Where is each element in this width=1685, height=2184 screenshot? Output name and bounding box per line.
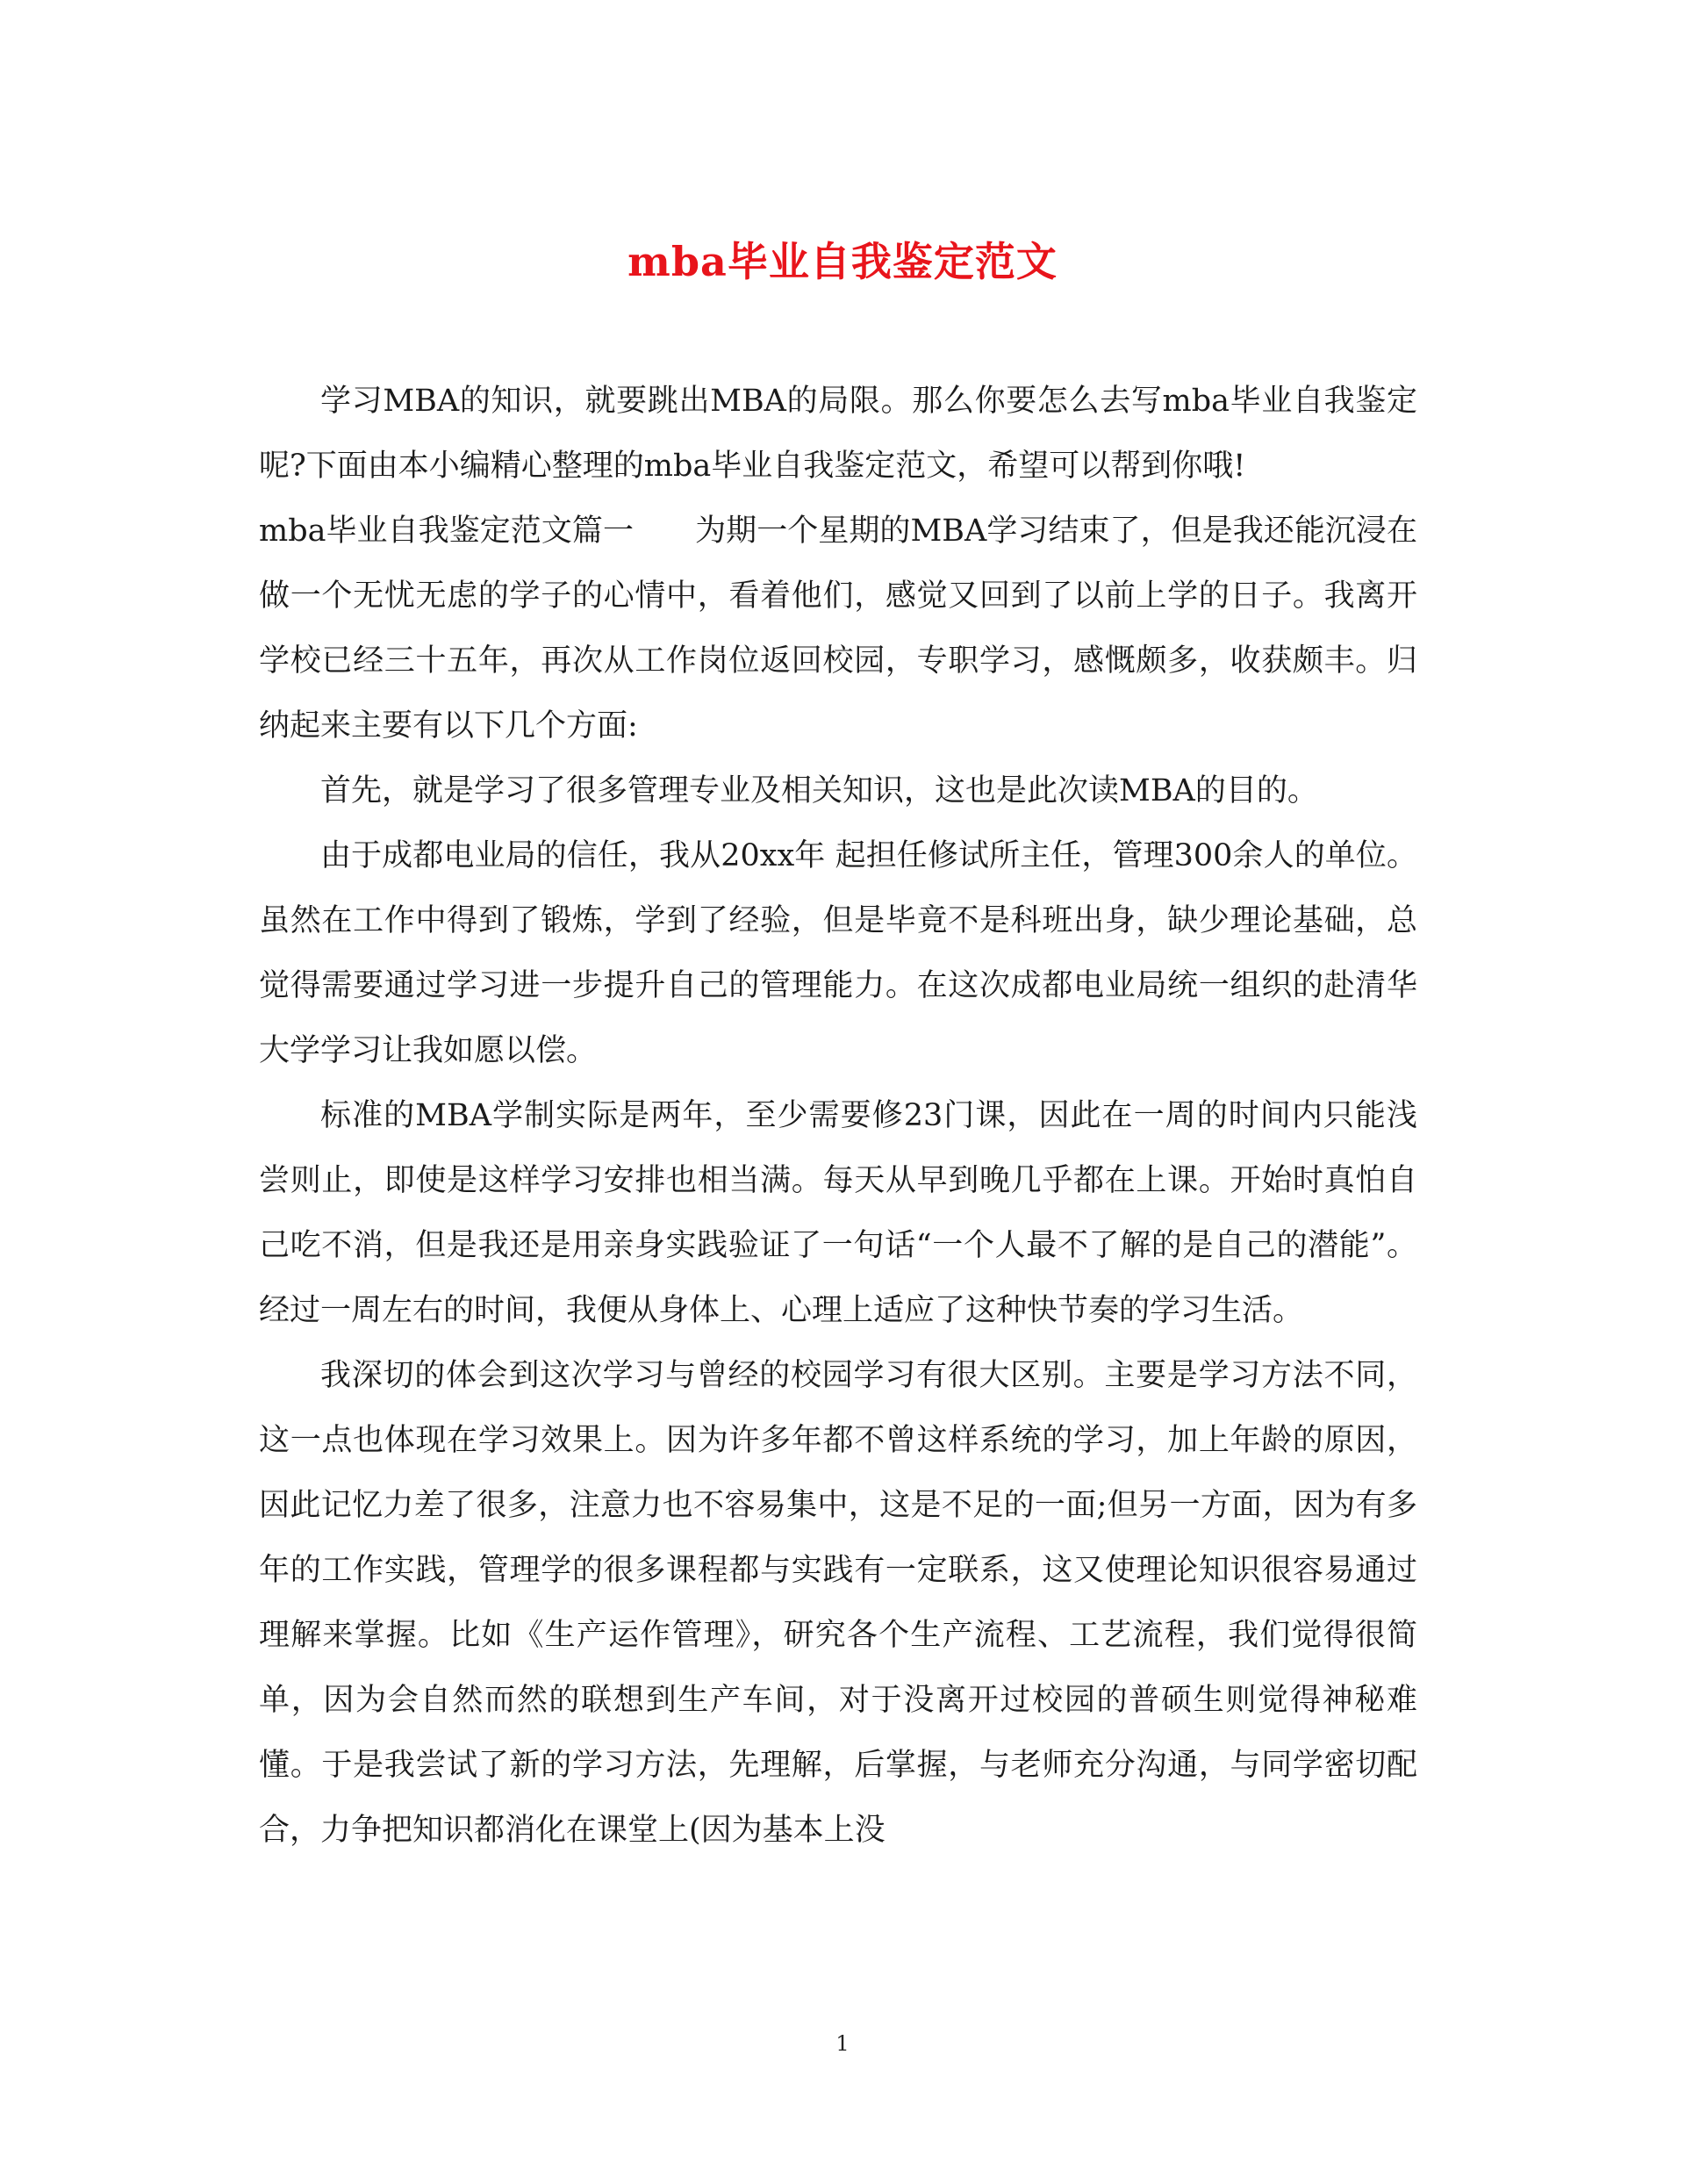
paragraph-study-schedule: 标准的MBA学制实际是两年，至少需要修23门课，因此在一周的时间内只能浅尝则止，即使是这样学习安排也相当满。每天从早到晚几乎都在上课。开始时真怕自己吃不消，但是我还是用亲身实践验证了一句话“一个人最不了解的是自己的潜能”。经过一周左右的时间，我便从身体上、心理上适应了这种快节奏的学习生活。 [259,1098,1417,1328]
paragraph-intro: 学习MBA的知识，就要跳出MBA的局限。那么你要怎么去写mba毕业自我鉴定呢?下面由本小编精心整理的mba毕业自我鉴定范文，希望可以帮到你哦! [259,384,1417,484]
page-number: 1 [835,2031,850,2056]
paragraph-study-method: 我深切的体会到这次学习与曾经的校园学习有很大区别。主要是学习方法不同，这一点也体现在学习效果上。因为许多年都不曾这样系统的学习，加上年龄的原因，因此记忆力差了很多，注意力也不容易集中，这是不足的一面;但另一方面，因为有多年的工作实践，管理学的很多课程都与实践有一定联系，这又使理论知识很容易通过理解来掌握。比如《生产运作管理》，研究各个生产流程、工艺流程，我们觉得很简单，因为会自然而然的联想到生产车间，对于没离开过校园的普硕生则觉得神秘难懂。于是我尝试了新的学习方法，先理解，后掌握，与老师充分沟通，与同学密切配合，力争把知识都消化在课堂上(因为基本上没 [259,1358,1417,1848]
paragraph-essay-one-opening: mba毕业自我鉴定范文篇一 为期一个星期的MBA学习结束了，但是我还能沉浸在做一个无忧无虑的学子的心情中，看着他们，感觉又回到了以前上学的日子。我离开学校已经三十五年，再次从工作岗位返回校园，专职学习，感慨颇多，收获颇丰。归纳起来主要有以下几个方面: [259,514,1417,744]
document-title: mba毕业自我鉴定范文 [627,238,1058,285]
document-body [259,369,1417,1863]
paragraph-background: 由于成都电业局的信任，我从20xx年 起担任修试所主任，管理300余人的单位。虽然在工作中得到了锻炼，学到了经验，但是毕竟不是科班出身，缺少理论基础，总觉得需要通过学习进一步提升自己的管理能力。在这次成都电业局统一组织的赴清华大学学习让我如愿以偿。 [259,838,1417,1068]
paragraph-first-point: 首先，就是学习了很多管理专业及相关知识，这也是此次读MBA的目的。 [320,773,1318,808]
